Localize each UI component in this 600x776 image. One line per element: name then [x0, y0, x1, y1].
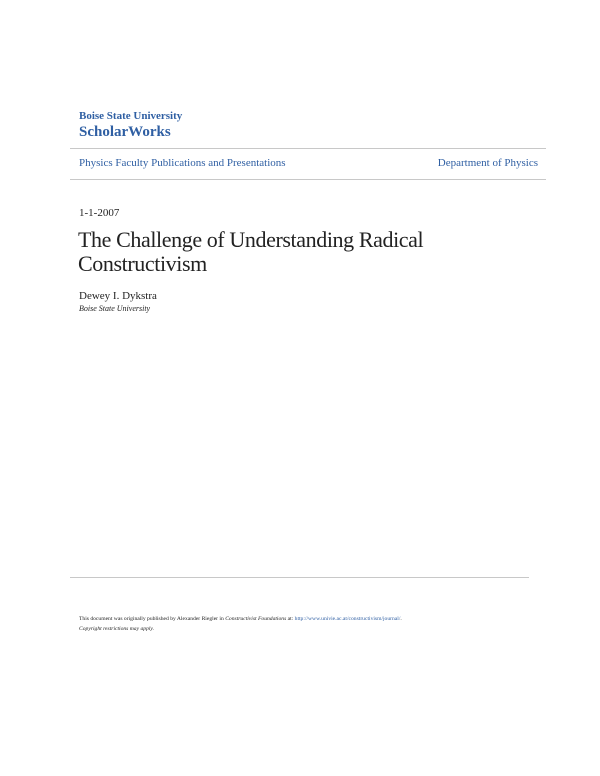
copyright-notice: Copyright restrictions may apply. — [79, 626, 154, 632]
publication-date: 1-1-2007 — [79, 207, 120, 219]
notice-at: at: — [286, 616, 295, 622]
notice-prefix: This document was originally published by Alexander Riegler in — [79, 616, 226, 622]
repository-name: ScholarWorks — [79, 124, 171, 140]
header-divider-bottom — [70, 179, 546, 180]
journal-url-link[interactable]: http://www.univie.ac.at/constructivism/journal/ — [294, 616, 401, 622]
university-name: Boise State University — [79, 110, 183, 122]
notice-journal: Constructivist Foundations — [225, 616, 287, 622]
header-divider-top — [70, 148, 546, 149]
author-name: Dewey I. Dykstra — [79, 290, 157, 302]
publication-notice — [79, 614, 519, 634]
footer-divider — [70, 577, 529, 578]
notice-suffix: . — [400, 616, 402, 622]
department-link[interactable]: Department of Physics — [437, 157, 538, 169]
author-affiliation: Boise State University — [79, 304, 151, 313]
paper-title: The Challenge of Understanding Radical Constructivism — [78, 227, 424, 276]
collection-link[interactable]: Physics Faculty Publications and Presentations — [79, 157, 286, 169]
repository-logo[interactable] — [79, 109, 182, 141]
